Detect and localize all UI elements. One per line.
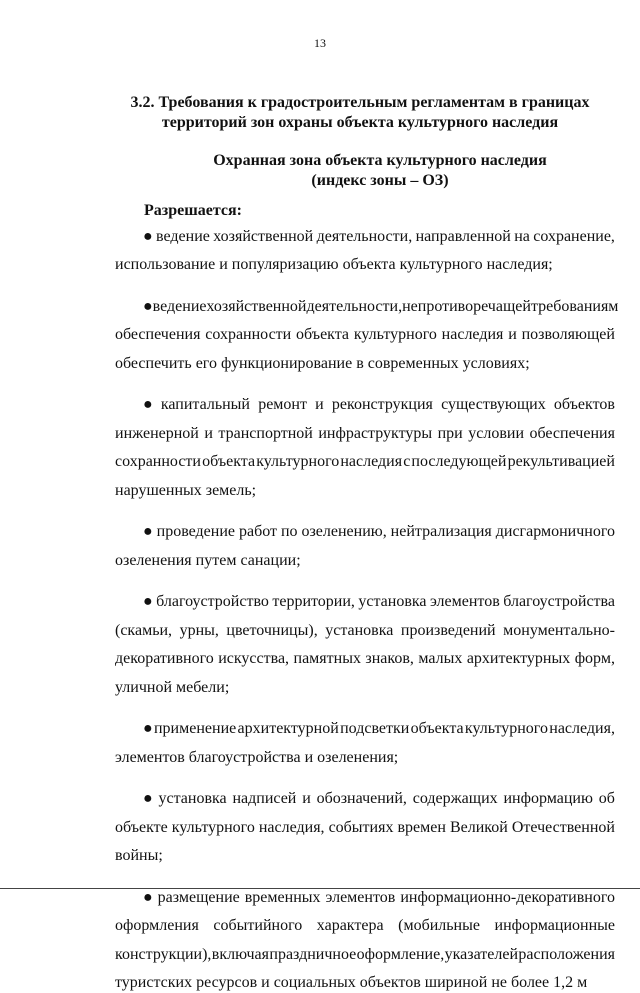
paragraph-line: туристских ресурсов и социальных объектов шириной не более 1,2 м: [115, 974, 588, 991]
zone-title: [120, 151, 640, 191]
paragraph-line: ● размещение временных элементов информационно-декоративного: [143, 889, 615, 906]
paragraph-line: ● установка надписей и обозначений, содержащих информацию об: [143, 790, 615, 807]
page-number: 13: [314, 36, 326, 50]
paragraph-line: инженерной и транспортной инфраструктуры при условии обеспечения: [115, 425, 615, 442]
paragraph-line: войны;: [115, 847, 163, 864]
paragraph-line: ● ведение хозяйственной деятельности, не противоречащей требованиям: [143, 298, 619, 315]
paragraph-line: ● проведение работ по озеленению, нейтрализация дисгармоничного: [143, 523, 615, 540]
paragraph-line: объекте культурного наследия, событиях времен Великой Отечественной: [115, 819, 615, 836]
paragraph-line: декоративного искусства, памятных знаков, малых архитектурных форм,: [115, 650, 615, 667]
paragraph-line: элементов благоустройства и озеленения;: [115, 749, 399, 766]
bottom-rule: [0, 888, 640, 889]
paragraph-line: ● применение архитектурной подсветки объекта культурного наследия,: [143, 720, 615, 737]
paragraph-line: использование и популяризацию объекта культурного наследия;: [115, 256, 553, 273]
zone-title-line: (индекс зоны – ОЗ): [311, 172, 449, 189]
section-heading: [80, 93, 640, 133]
paragraph-line: (скамьи, урны, цветочницы), установка произведений монументально-: [115, 622, 615, 639]
paragraph-line: конструкции), включая праздничное оформление, указателей расположения: [115, 946, 615, 963]
paragraph-line: нарушенных земель;: [115, 482, 257, 499]
paragraph-line: обеспечения сохранности объекта культурного наследия и позволяющей: [115, 326, 615, 343]
paragraph-line: озеленения путем санации;: [115, 552, 301, 569]
allowed-label: Разрешается:: [144, 202, 242, 219]
zone-title-line: Охранная зона объекта культурного наследия: [213, 152, 547, 169]
paragraph-line: сохранности объекта культурного наследия с последующей рекультивацией: [115, 453, 615, 470]
paragraph-line: ● благоустройство территории, установка элементов благоустройства: [143, 593, 615, 610]
paragraph-line: уличной мебели;: [115, 679, 230, 696]
paragraph-line: ● ведение хозяйственной деятельности, направленной на сохранение,: [143, 228, 615, 245]
paragraph-line: ● капитальный ремонт и реконструкция существующих объектов: [143, 396, 615, 413]
paragraph-line: обеспечить его функционирование в современных условиях;: [115, 355, 530, 372]
paragraph-line: оформления событийного характера (мобильные информационные: [115, 917, 615, 934]
section-heading-line: территорий зон охраны объекта культурного наследия: [161, 114, 559, 131]
section-heading-line: 3.2. Требования к градостроительным регламентам в границах: [130, 94, 590, 111]
